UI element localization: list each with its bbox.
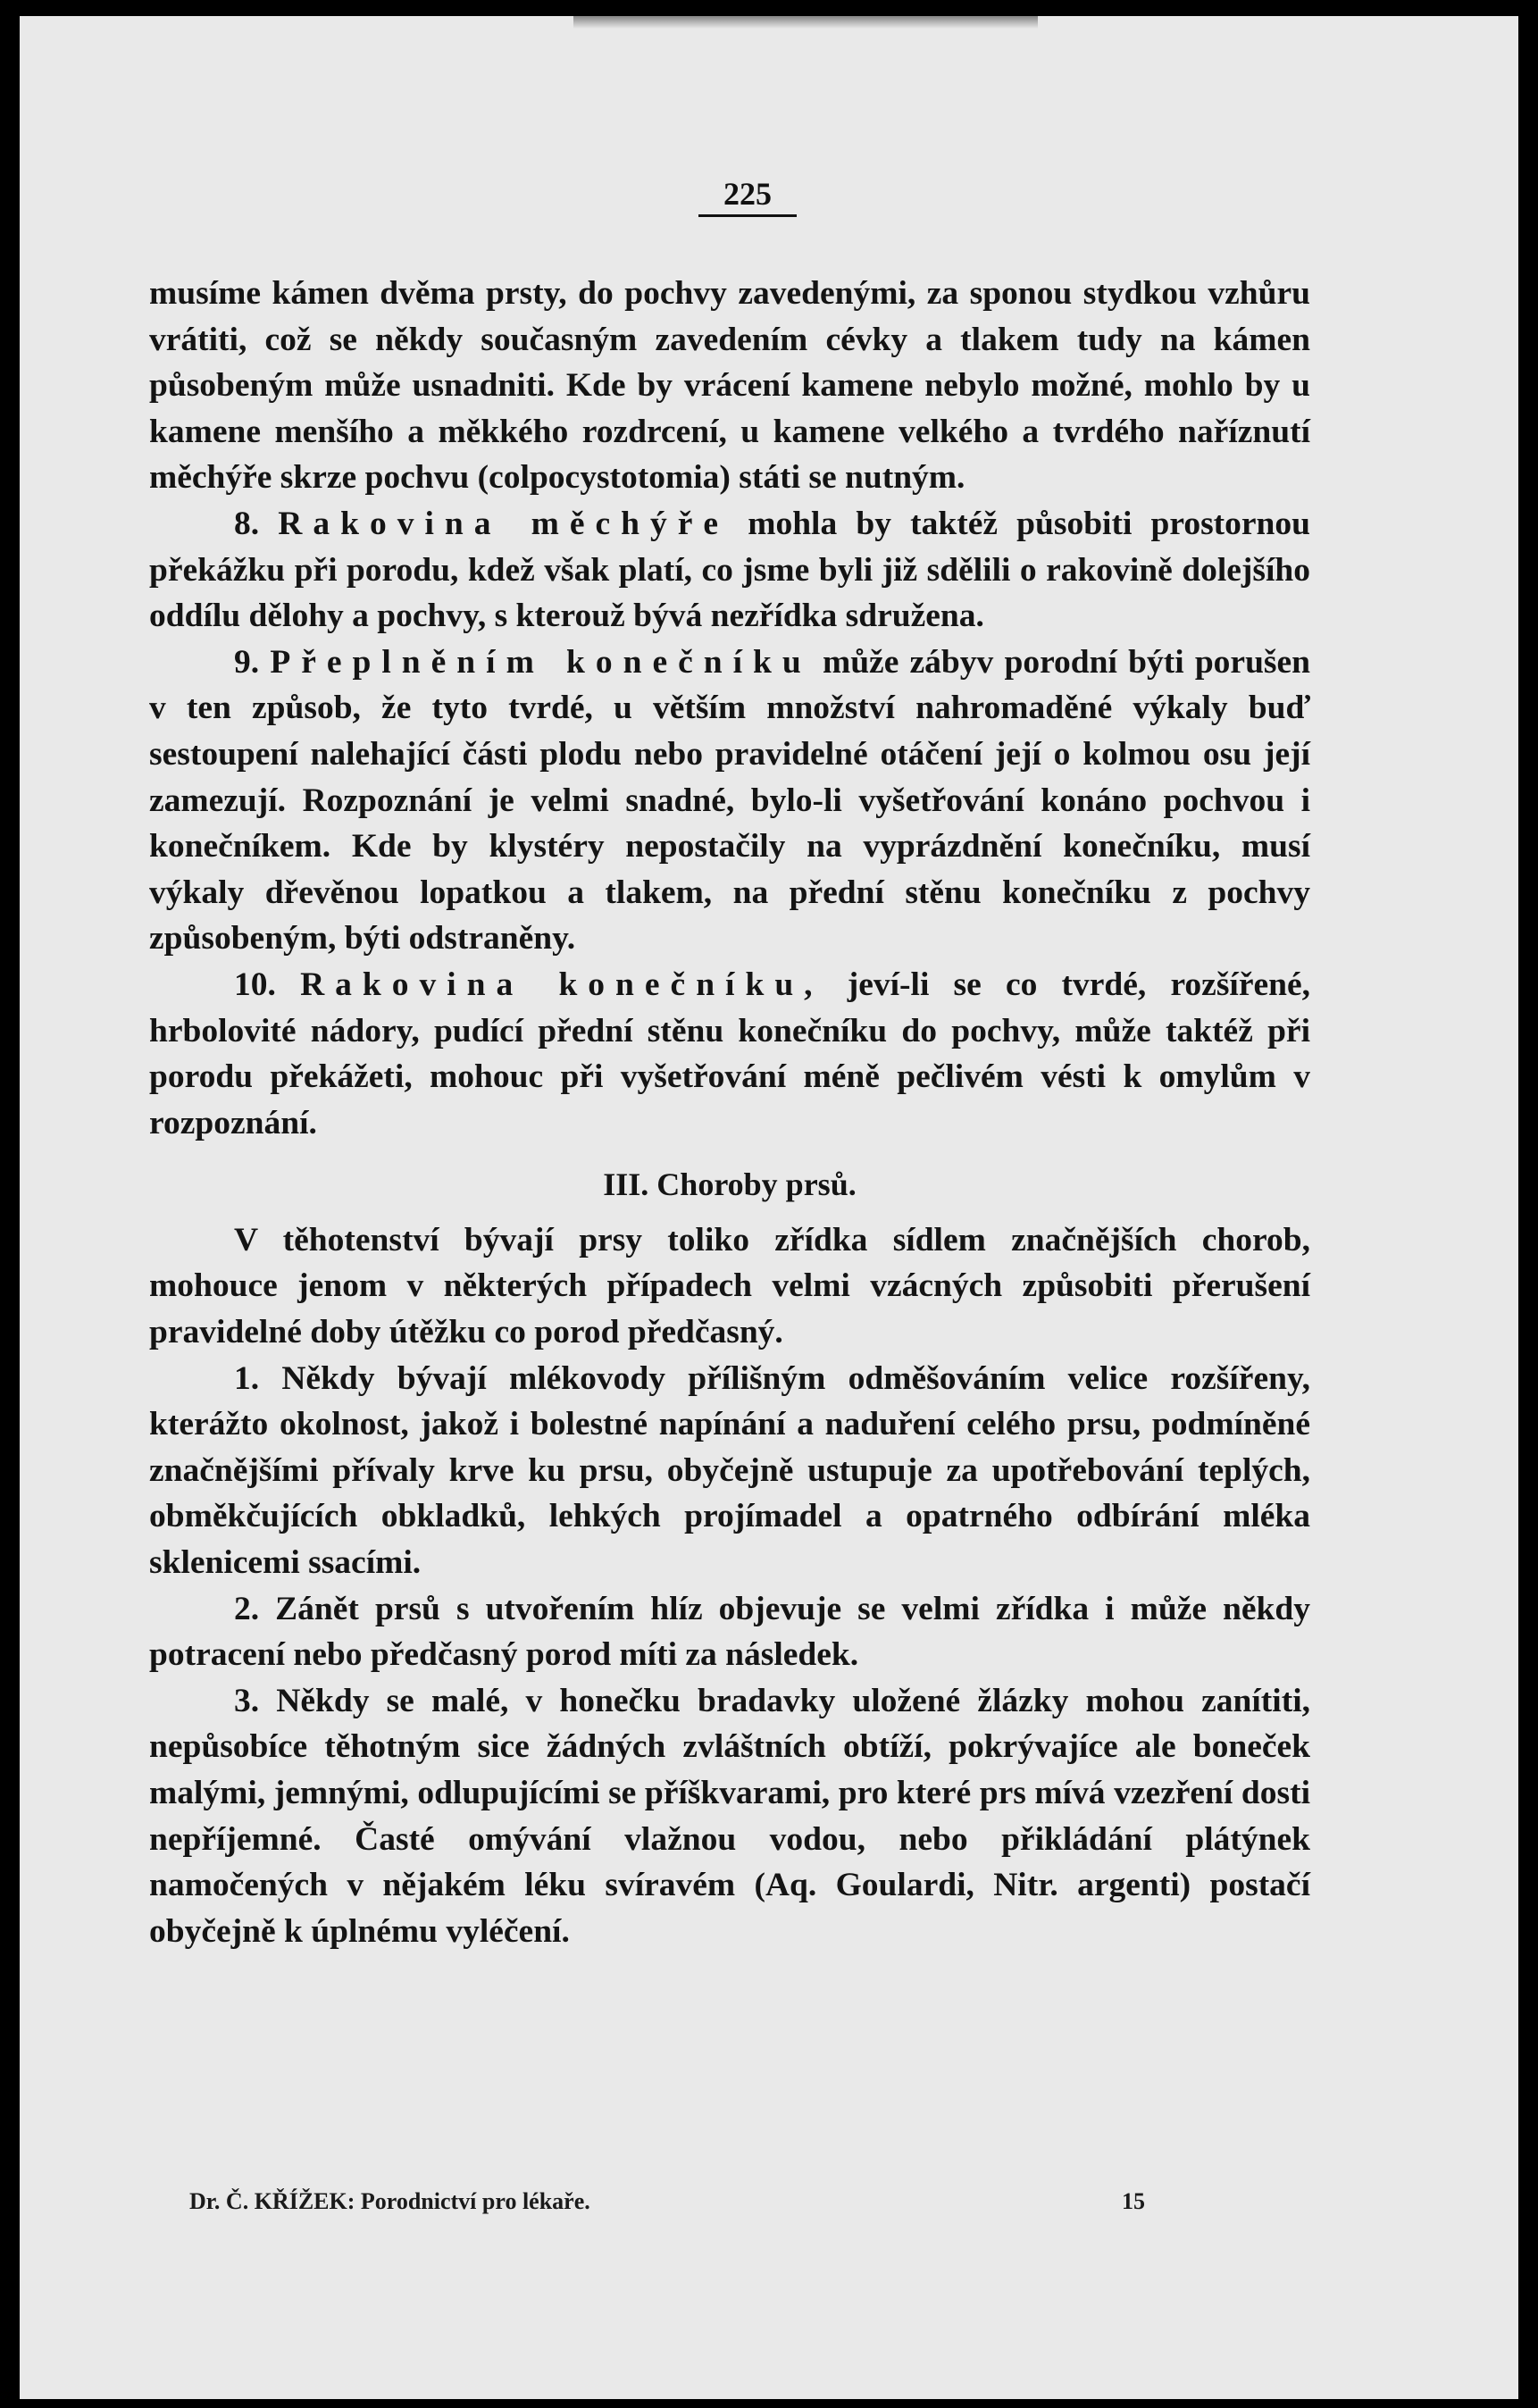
- page-footer: [189, 2188, 1145, 2215]
- page-number: 225: [698, 175, 797, 217]
- paragraph-number: 8.: [234, 505, 260, 542]
- paragraph-item-1: [149, 1356, 1310, 1586]
- paragraph-text: 3. Někdy se malé, v honečku bradavky uložené žlázky mohou zanítiti, nepůsobíce těhotným sice žádných zvláštních obtíží, pokrývajíce ale boneček malými, jemnými, odlupujícími se příškvarami, pro které prs mívá vzezření dosti nepříjemné. Časté omývání vlažnou vodou, nebo přikládání plátýnek namočených v nějakém léku svíravém (Aq. Goulardi, Nitr. argenti) postačí obyčejně k úplnému vyléčení.: [149, 1682, 1310, 1950]
- paragraph-item-3: [149, 1678, 1310, 1955]
- paragraph-text: může zábyv porodní býti porušen v ten způsob, že tyto tvrdé, u větším množství nahromaděné výkaly buď sestoupení nalehající části plodu nebo pravidelné otáčení její o kolmou osu její zamezují. Rozpoznání je velmi snadné, bylo-li vyšetřování konáno pochvou i konečníkem. Kde by klystéry nepostačily na vyprázdnění konečníku, musí výkaly dřevěnou lopatkou a tlakem, na přední stěnu konečníku z pochvy způsobeným, býti odstraněny.: [149, 643, 1311, 957]
- spaced-term: Přeplněním konečníku: [270, 643, 812, 681]
- book-page: [20, 16, 1518, 2399]
- spaced-term: Rakovina konečníku,: [300, 966, 823, 1003]
- paragraph-number: 10.: [234, 966, 276, 1003]
- footer-signature: Dr. Č. KŘÍŽEK: Porodnictví pro lékaře.: [189, 2188, 590, 2214]
- paragraph-rectum-cancer: [149, 962, 1310, 1146]
- paragraph-text: 2. Zánět prsů s utvořením hlíz objevuje se velmi zřídka i může někdy potracení nebo předčasný porod míti za následek.: [149, 1590, 1310, 1674]
- paragraph-bladder-cancer: [149, 501, 1310, 640]
- scan-shadow: [573, 16, 1038, 29]
- paragraph-text: 1. Někdy bývají mlékovody přílišným odměšováním velice rozšířeny, kterážto okolnost, jakož i bolestné napínání a naduření celého prsu, podmíněné značnějšími přívaly krve ku prsu, obyčejně ustupuje za upotřebování teplých, obměkčujících obkladků, lehkých projímadel a opatrného odbírání mléka sklenicemi ssacími.: [149, 1359, 1310, 1582]
- paragraph-text: V těhotenství bývají prsy toliko zřídka sídlem značnějších chorob, mohouce jenom v některých případech velmi vzácných způsobiti přerušení pravidelné doby útěžku co porod předčasný.: [149, 1221, 1310, 1351]
- page-body: [149, 271, 1310, 1954]
- paragraph-number: 9.: [234, 643, 260, 681]
- footer-sheet-number: 15: [1122, 2188, 1145, 2214]
- section-heading: III. Choroby prsů.: [603, 1166, 857, 1203]
- spaced-term: Rakovina měchýře: [278, 505, 730, 542]
- paragraph-text: musíme kámen dvěma prsty, do pochvy zavedenými, za sponou stydkou vzhůru vrátiti, což se někdy současným zavedením cévky a tlakem tudy na kámen působeným může usnadniti. Kde by vrácení kamene nebylo možné, mohlo by u kamene menšího a měkkého rozdrcení, u kamene velkého a tvrdého naříznutí měchýře skrze pochvu (colpocystotomia) státi se nutným.: [149, 275, 1310, 497]
- paragraph-rectum-overfill: [149, 640, 1310, 962]
- paragraph-intro: [149, 1217, 1310, 1356]
- paragraph-text: mohla by taktéž působiti prostornou překážku při porodu, kdež však platí, co jsme byli již sdělili o rakovině dolejšího oddílu dělohy a pochvy, s kterouž bývá nezřídka sdružena.: [149, 505, 1311, 635]
- paragraph-item-2: [149, 1586, 1310, 1678]
- paragraph-text: jeví-li se co tvrdé, rozšířené, hrbolovité nádory, pudící přední stěnu konečníku do pochvy, může taktéž při porodu překážeti, mohouc při vyšetřování méně pečlivém vésti k omylům v rozpoznání.: [149, 966, 1311, 1141]
- paragraph-continued: [149, 271, 1310, 501]
